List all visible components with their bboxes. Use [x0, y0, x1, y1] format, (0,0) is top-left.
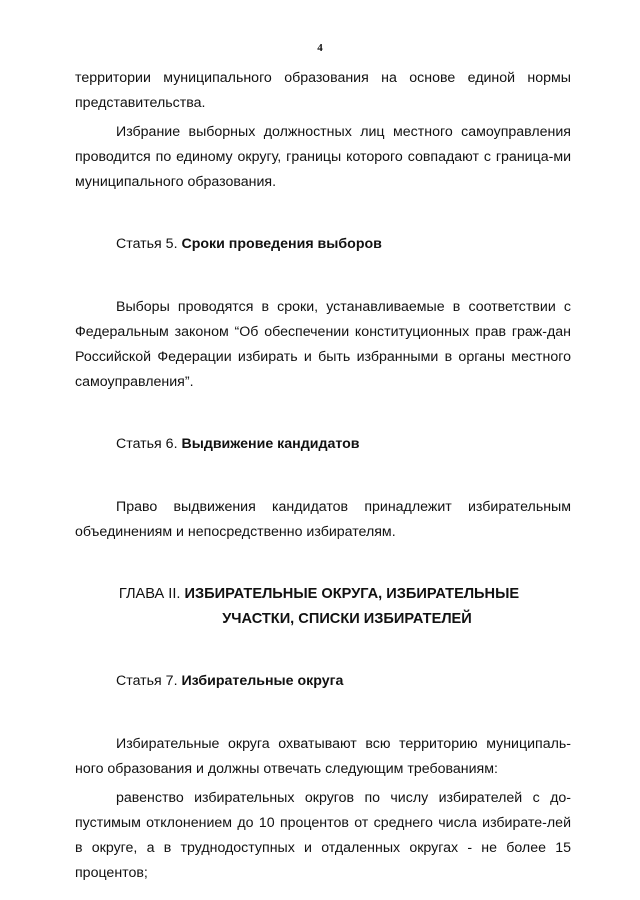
article-5-heading: [75, 232, 571, 257]
article-7-title: Избирательные округа: [181, 673, 344, 689]
paragraph-nomination-right: Право выдвижения кандидатов принадлежит избирательным объединениям и непосредственно избирателям.: [75, 499, 571, 540]
paragraph-election-terms: Выборы проводятся в сроки, устанавливаемые в соответствии с Федеральным законом “Об обеспечении конституционных прав граж-дан Российской Федерации избирать и быть избранными в органы местного самоуправления”.: [75, 299, 571, 390]
article-7-number: Статья 7.: [116, 673, 178, 689]
page-number: 4: [317, 42, 323, 54]
chapter-2-heading: [75, 582, 571, 632]
paragraph-district-coverage: Избирательные округа охватывают всю территорию муниципаль-ного образования и должны отвечать следующим требованиям:: [75, 736, 571, 777]
paragraph-representation-norm: территории муниципального образования на основе единой нормы представительства.: [75, 70, 571, 111]
chapter-2-line-1: [75, 582, 571, 607]
article-5-number: Статья 5.: [116, 236, 178, 252]
chapter-2-number: ГЛАВА II.: [118, 586, 181, 602]
paragraph-voter-equality: равенство избирательных округов по числу избирателей с до-пустимым отклонением до 10 процентов от среднего числа избирате-лей в округе, а в труднодоступных и отдаленных округах - не более 15 процентов;: [75, 790, 571, 881]
article-5-title: Сроки проведения выборов: [181, 236, 382, 252]
document-body: [75, 66, 571, 886]
article-6-heading: [75, 432, 571, 457]
article-6-title: Выдвижение кандидатов: [181, 436, 360, 452]
article-6-number: Статья 6.: [116, 436, 178, 452]
chapter-2-title-line-2: УЧАСТКИ, СПИСКИ ИЗБИРАТЕЛЕЙ: [222, 611, 472, 627]
paragraph-single-district: Избрание выборных должностных лиц местного самоуправления проводится по единому округу, границы которого совпадают с граница-ми муниципального образования.: [75, 124, 571, 190]
chapter-2-title-line-1: ИЗБИРАТЕЛЬНЫЕ ОКРУГА, ИЗБИРАТЕЛЬНЫЕ: [184, 586, 520, 602]
article-7-heading: [75, 669, 571, 694]
